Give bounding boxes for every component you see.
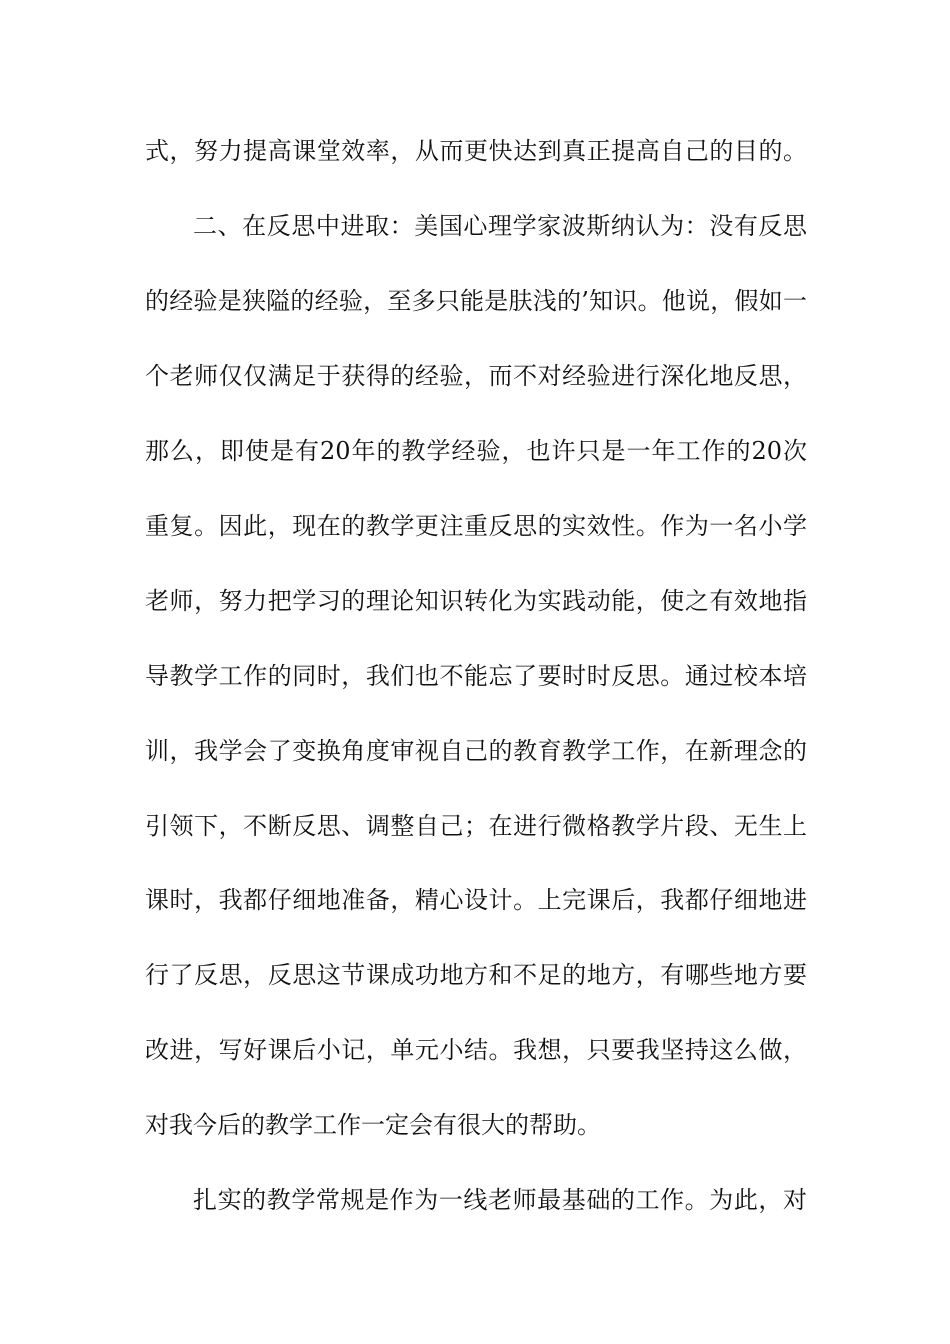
text-line-7: 老师，努力把学习的理论知识转化为实践动能，使之有效地指	[145, 587, 807, 615]
text-line-9: 训，我学会了变换角度审视自己的教育教学工作，在新理念的	[145, 737, 807, 765]
text-line-14: 对我今后的教学工作一定会有很大的帮助。	[145, 1111, 601, 1139]
text-line-11: 课时，我都仔细地准备，精心设计。上完课后，我都仔细地进	[145, 886, 807, 914]
text-line-5: 那么，即使是有20年的教学经验，也许只是一年工作的20次	[145, 437, 807, 465]
text-line-15: 扎实的教学常规是作为一线老师最基础的工作。为此，对	[193, 1186, 807, 1214]
text-line-10: 引领下，不断反思、调整自己；在进行微格教学片段、无生上	[145, 812, 807, 840]
text-line-13: 改进，写好课后小记，单元小结。我想，只要我坚持这么做，	[145, 1036, 807, 1064]
text-line-4: 个老师仅仅满足于获得的经验，而不对经验进行深化地反思，	[145, 362, 807, 390]
text-line-2: 二、在反思中进取：美国心理学家波斯纳认为：没有反思	[193, 212, 807, 240]
text-line-8: 导教学工作的同时，我们也不能忘了要时时反思。通过校本培	[145, 662, 807, 690]
text-line-1: 式，努力提高课堂效率，从而更快达到真正提高自己的目的。	[145, 137, 807, 165]
text-line-12: 行了反思，反思这节课成功地方和不足的地方，有哪些地方要	[145, 961, 807, 989]
text-line-6: 重复。因此，现在的教学更注重反思的实效性。作为一名小学	[145, 512, 807, 540]
text-line-3: 的经验是狭隘的经验，至多只能是肤浅的’知识。他说，假如一	[145, 287, 807, 315]
